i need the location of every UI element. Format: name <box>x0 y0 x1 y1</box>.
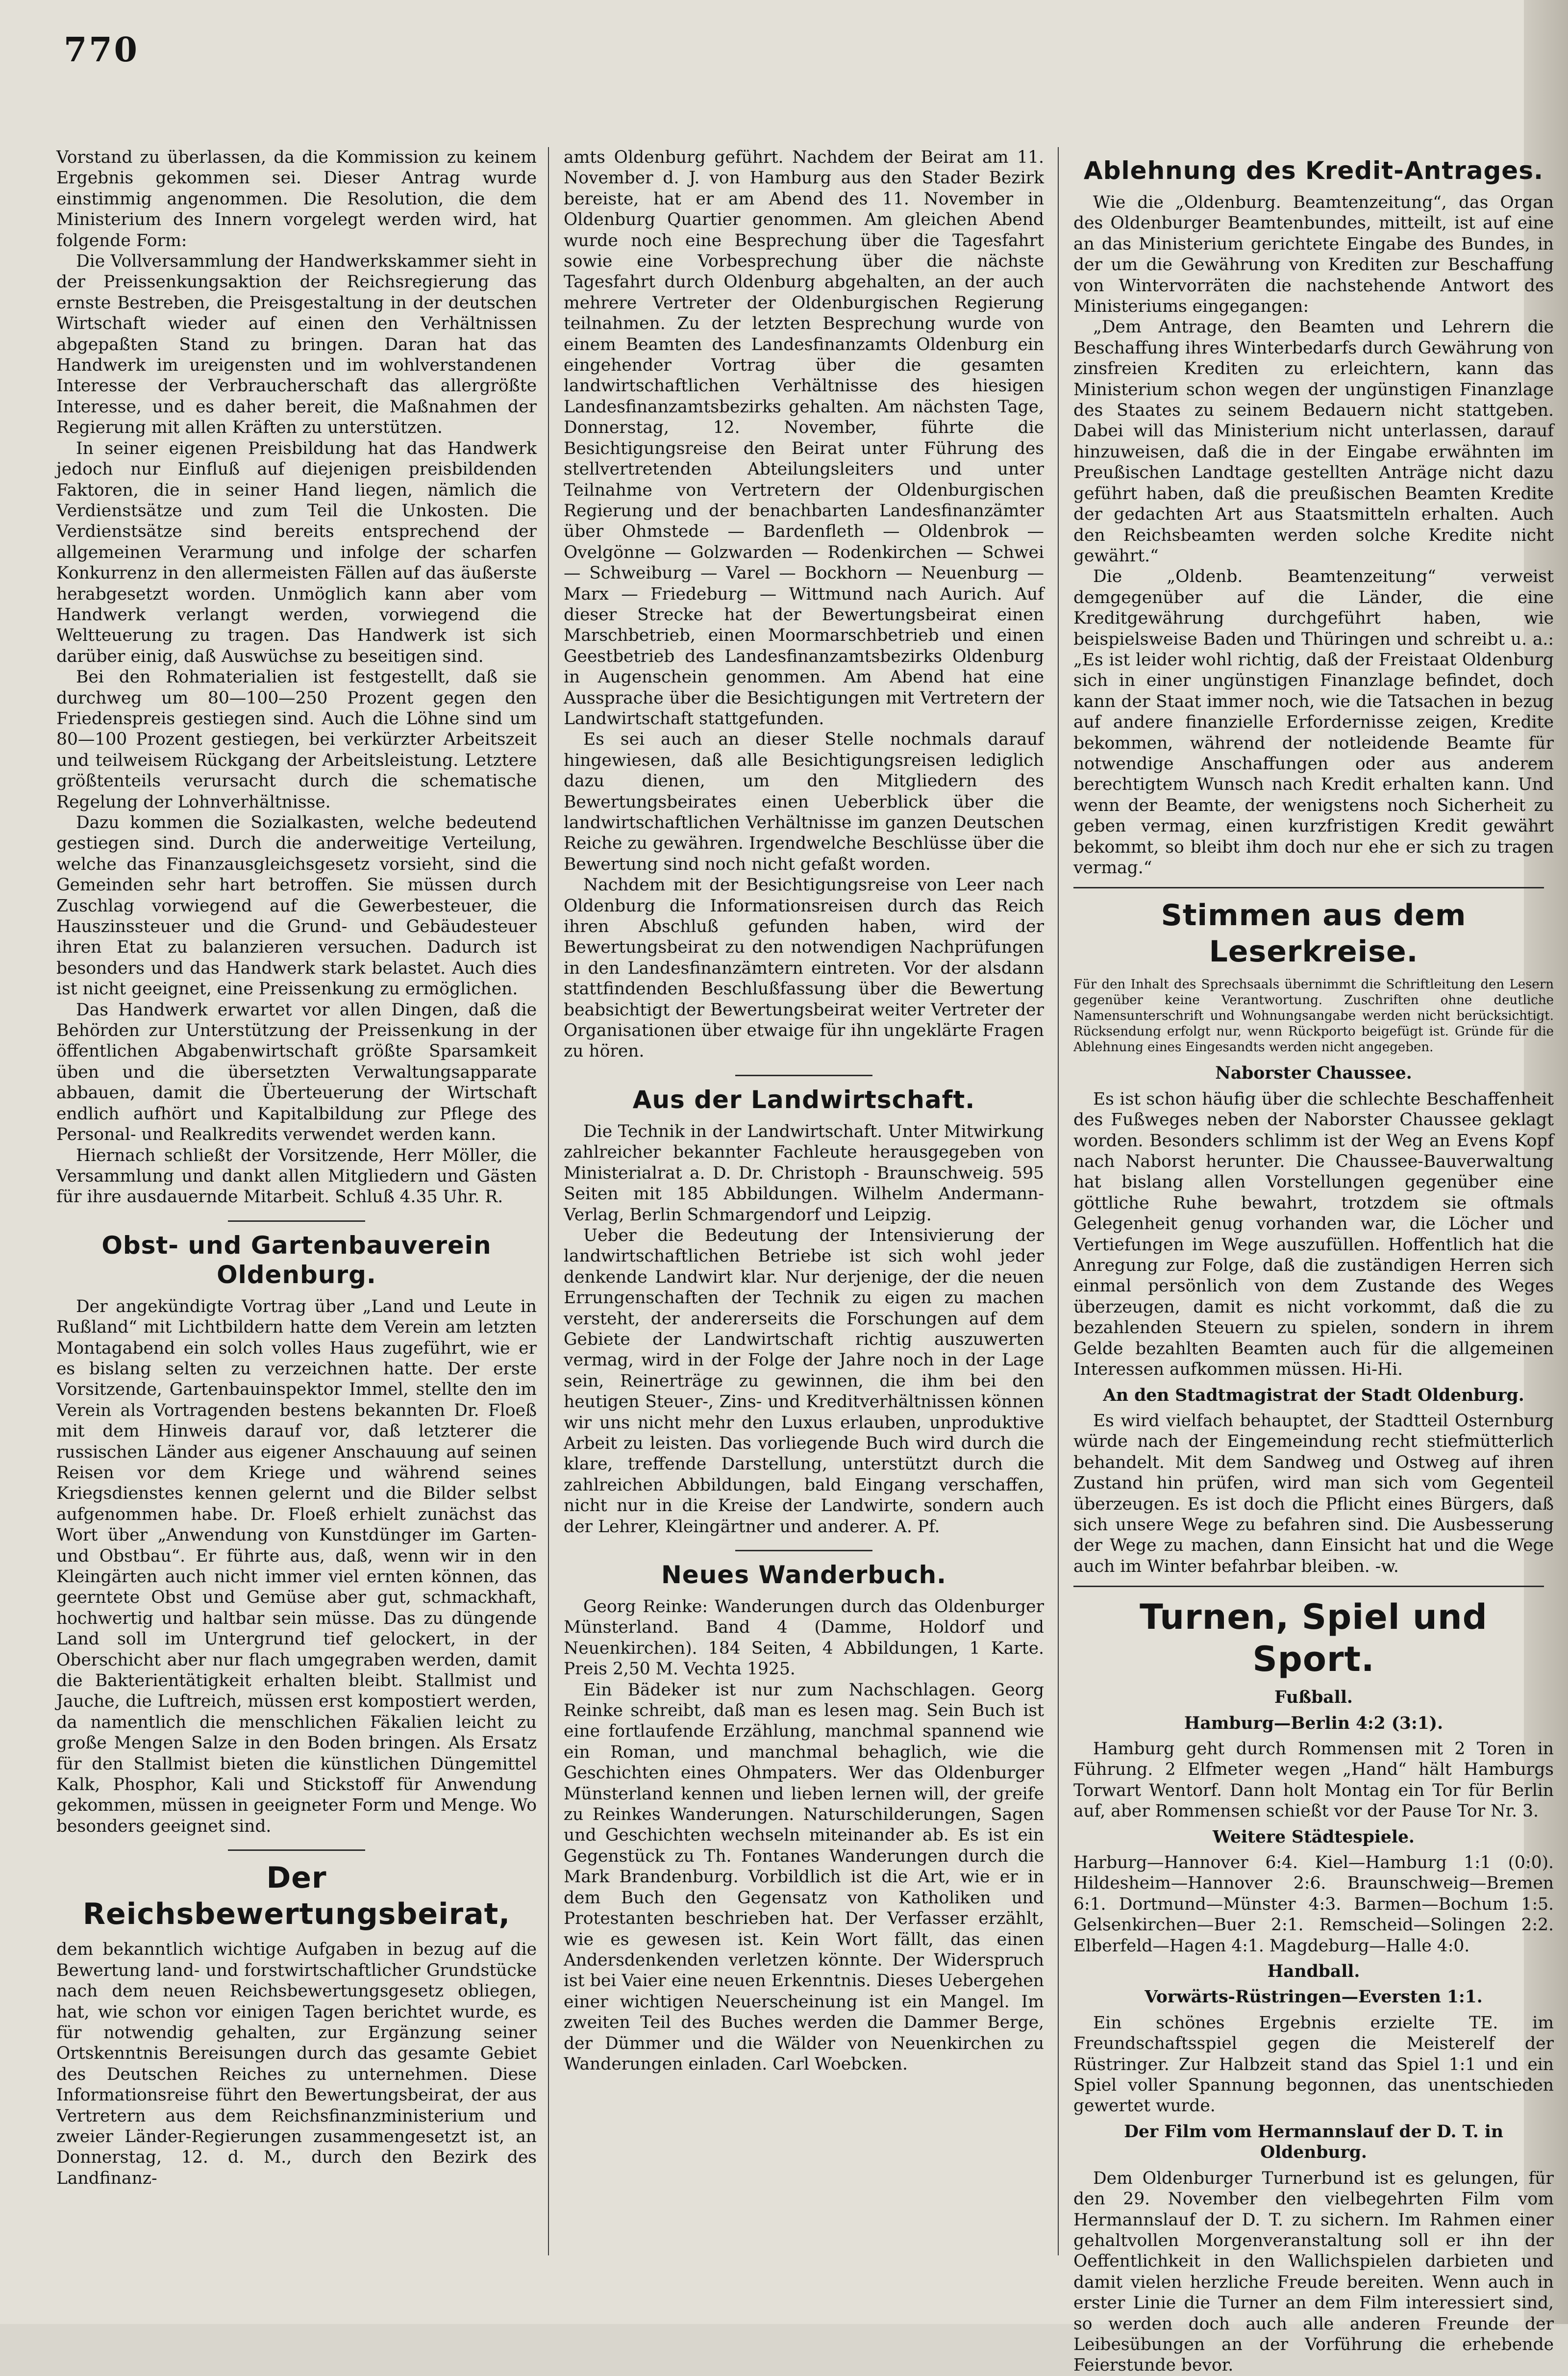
paragraph: amts Oldenburg geführt. Nachdem der Beirat am 11. November d. J. von Hamburg aus den Stader Bezirk bereiste, hat er am Abend des 11. November in Oldenburg Quartier genommen. Am gleichen Abend wurde noch eine Besprechung über die Tagesfahrt sowie eine Vorbesprechung über die nächste Tagesfahrt durch Oldenburg abgehalten, an der auch mehrere Vertreter der Oldenburgischen Regierung teilnahmen. Zu der letzten Besprechung wurde von einem Beamten des Landesfinanzamts Oldenburg ein eingehender Vortrag über die gesamten landwirtschaftlichen Verhältnisse des hiesigen Landesfinanzamtsbezirks gehalten. Am nächsten Tage, Donnerstag, 12. November, führte die Besichtigungsreise den Beirat unter Führung des stellvertretenden Abteilungsleiters und unter Teilnahme von Vertretern der Oldenburgischen Regierung und der benachbarten Landesfinanzämter über Ohmstede — Bardenfleth — Oldenbrok — Ovelgönne — Golzwarden — Rodenkirchen — Schwei — Schweiburg — Varel — Bockhorn — Neuenburg — Marx — Friedeburg — Wittmund nach Aurich. Auf dieser Strecke hat der Bewertungsbeirat einen Marschbetrieb, einen Moormarschbetrieb und einen Geestbetrieb des Landesfinanzamtsbezirks Oldenburg in Augenschein genommen. Am Abend hat eine Aussprache über die Besichtigungen mit Vertretern der Landwirtschaft stattgefunden. <box>564 148 1044 729</box>
column-divider <box>1058 147 1059 2255</box>
section-rule <box>1073 887 1544 888</box>
paragraph: Es ist schon häufig über die schlechte Beschaffenheit des Fußweges neben der Naborster Chaussee geklagt worden. Besonders schlimm ist der Weg an Evens Kopf nach Naborst herunter. Die Chaussee-Bauverwaltung hat bislang allen Vorstellungen gegenüber eine göttliche Ruhe bewahrt, trotzdem sie oftmals Gelegenheit genug vorhanden war, die Löcher und Vertiefungen im Wege auszufüllen. Hoffentlich hat die Anregung zur Folge, daß die zuständigen Herren sich einmal persönlich von dem Zustande des Weges überzeugen, damit es nicht vorkommt, daß die zu bezahlenden Steuern zu spielen, sondern in ihrem Gelde bezahlten Beamten auch für die allgemeinen Interessen aufkommen müssen. Hi-Hi. <box>1073 1089 1554 1380</box>
paragraph: Ueber die Bedeutung der Intensivierung der landwirtschaftlichen Betriebe ist sich wohl jeder denkende Landwirt klar. Nur derjenige, der die neuen Errungenschaften der Technik zu eigen zu machen versteht, der andererseits die Forschungen auf dem Gebiete der Landwirtschaft richtig auszuwerten vermag, wird in der Folge der Jahre noch in der Lage sein, Reinerträge zu gewinnen, die ihm bei den heutigen Steuer-, Zins- und Kreditverhältnissen können wir uns nicht mehr den Luxus erlauben, unproduktive Arbeit zu leisten. Das vorliegende Buch wird durch die klare, treffende Darstellung, unterstützt durch die zahlreichen Abbildungen, bald Eingang verschaffen, nicht nur in die Kreise der Landwirte, sondern auch der Lehrer, Kleingärtner und anderer. A. Pf. <box>564 1225 1044 1537</box>
paragraph: Es sei auch an dieser Stelle nochmals darauf hingewiesen, daß alle Besichtigungsreisen lediglich dazu dienen, um den Mitgliedern des Bewertungsbeirates einen Ueberblick über die landwirtschaftlichen Verhältnisse im ganzen Deutschen Reiche zu gewähren. Irgendwelche Beschlüsse über die Bewertung sind noch nicht gefaßt worden. <box>564 730 1044 874</box>
article-title-wander: Neues Wanderbuch. <box>661 1561 947 1589</box>
article-title-sport: Turnen, Spiel und Sport. <box>1140 1597 1488 1680</box>
section-rule <box>735 1075 872 1076</box>
sport-heading: Fußball. <box>1274 1688 1353 1708</box>
results-list: Harburg—Hannover 6:4. Kiel—Hamburg 1:1 (0:0). Hildesheim—Hannover 2:6. Braunschweig—Bremen 6:1. Dortmund—Münster 4:3. Barmen—Bochum 1:5. Gelsenkirchen—Buer 2:1. Remscheid—Solingen 2:2. Elberfeld—Hagen 4:1. Magdeburg—Halle 4:0. <box>1073 1853 1554 1956</box>
section-rule <box>228 1849 365 1851</box>
paragraph: Das Handwerk erwartet vor allen Dingen, daß die Behörden zur Unterstützung der Preissenkung in der öffentlichen Abgabenwirtschaft größte Sparsamkeit üben und die übersetzten Verwaltungsapparate abbauen, damit die Überteuerung der Wirtschaft endlich aufhört und Kapitalbildung zur Pflege des Personal- und Realkredits verwendet werden kann. <box>56 1000 537 1145</box>
section-rule <box>1073 1586 1544 1587</box>
match-result: Vorwärts-Rüstringen—Eversten 1:1. <box>1145 1987 1483 2007</box>
article-title-stimmen: Stimmen aus dem Leserkreise. <box>1161 898 1467 969</box>
article-title-land: Aus der Landwirtschaft. <box>632 1085 975 1114</box>
paragraph: Die „Oldenb. Beamtenzeitung“ verweist demgegenüber auf die Länder, die eine Kreditgewährung durchgeführt haben, wie beispielsweise Baden und Thüringen und schreibt u. a.: „Es ist leider wohl richtig, daß der Freistaat Oldenburg sich in einer ungünstigen Finanzlage befindet, doch kann der Staat immer noch, wie die Tatsachen in bezug auf andere finanzielle Erfordernisse zeigen, Kredite bekommen, während der notleidende Beamte für notwendige Anschaffungen oder aus anderem berechtigtem Wunsch nach Kredit erhalten kann. Und wenn der Beamte, der wenigstens noch Sicherheit zu geben vermag, einen kurzfristigen Kredit gewährt bekommt, so bleibt ihm doch nur ehe er sich zu tragen vermag.“ <box>1073 567 1554 878</box>
paragraph: Dazu kommen die Sozialkasten, welche bedeutend gestiegen sind. Durch die anderweitige Verteilung, welche das Finanzausgleichsgesetz vorsieht, sind die Gemeinden sehr hart betroffen. Sie müssen durch Zuschlag vorwiegend auf die Gewerbesteuer, die Hauszinssteuer und die Grund- und Gebäudesteuer ihren Etat zu balanzieren versuchen. Dadurch ist besonders und das Handwerk stark belastet. Auch dies ist nicht geeignet, eine Preissenkung zu ermöglichen. <box>56 813 537 999</box>
paragraph: Hiernach schließt der Vorsitzende, Herr Möller, die Versammlung und dankt allen Mitgliedern und Gästen für ihre ausdauernde Mitarbeit. Schluß 4.35 Uhr. R. <box>56 1145 537 1207</box>
section-rule <box>735 1550 872 1551</box>
column-1 <box>56 147 537 2189</box>
article-title-kredit: Ablehnung des Kredit-Antrages. <box>1084 156 1543 185</box>
paragraph: Bei den Rohmaterialien ist festgestellt, daß sie durchweg um 80—100—250 Prozent gegen den Friedenspreis gestiegen sind. Auch die Löhne sind um 80—100 Prozent gestiegen, bei verkürzter Arbeitszeit und teilweisem Rückgang der Arbeitsleistung. Letztere größtenteils verursacht durch die schematische Regelung der Lohnverhältnisse. <box>56 667 537 812</box>
sport-heading: Weitere Städtespiele. <box>1213 1827 1415 1847</box>
page-number: 770 <box>64 30 139 70</box>
paragraph: Hamburg geht durch Rommensen mit 2 Toren in Führung. 2 Elfmeter wegen „Hand“ hält Hamburgs Torwart Wentorf. Dann holt Montag ein Tor für Berlin auf, aber Rommensen schießt vor der Pause Tor Nr. 3. <box>1073 1739 1554 1821</box>
editor-note: Für den Inhalt des Sprechsaals übernimmt die Schriftleitung den Lesern gegenüber keine Verantwortung. Zuschriften ohne deutliche Namensunterschrift und Wohnungsangabe werden nicht berücksichtigt. Rücksendung erfolgt nur, wenn Rückporto beigefügt ist. Gründe für die Ablehnung eines Eingesandts werden nicht angegeben. <box>1073 977 1554 1055</box>
article-title-obst: Obst- und Gartenbauverein Oldenburg. <box>101 1231 492 1289</box>
column-3 <box>1073 147 1554 2376</box>
paragraph: Ein Bädeker ist nur zum Nachschlagen. Georg Reinke schreibt, daß man es lesen mag. Sein Buch ist eine fortlaufende Erzählung, manchmal spannend wie ein Roman, und manchmal behaglich, wie die Geschichten eines Ohmpaters. Wer das Oldenburger Münsterland kennen und lieben lernen will, der greife zu Reinkes Wanderungen. Naturschilderungen, Sagen und Geschichten wechseln miteinander ab. Es ist ein Gegenstück zu Th. Fontanes Wanderungen durch die Mark Brandenburg. Vorbildlich ist die Art, wie er in dem Buch den Gegensatz von Katholiken und Protestanten beschrieben hat. Der Verfasser erzählt, wie es gewesen ist. Kein Wort fällt, das einen Andersdenkenden verletzen könnte. Der Widerspruch ist bei Vaier eine neuen Erkenntnis. Dieses Uebergehen einer wichtigen Neuerscheinung ist ein Mangel. Im zweiten Teil des Buches werden die Dammer Berge, der Dümmer und die Wälder von Neuenkirchen zu Wanderungen einladen. Carl Woebcken. <box>564 1680 1044 2074</box>
match-result: Hamburg—Berlin 4:2 (3:1). <box>1184 1713 1444 1733</box>
letter-title: Naborster Chaussee. <box>1215 1063 1412 1084</box>
column-2 <box>564 147 1044 2074</box>
paragraph: dem bekanntlich wichtige Aufgaben in bezug auf die Bewertung land- und forstwirtschaftlicher Grundstücke nach dem neuen Reichsbewertungsgesetz obliegen, hat, wie schon vor einigen Tagen berichtet wurde, es für notwendig gehalten, zur Ergänzung seiner Ortskenntnis Bereisungen durch das gesamte Gebiet des Deutschen Reiches zu unternehmen. Diese Informationsreise führt den Bewertungsbeirat, der aus Vertretern aus dem Reichsfinanzministerium und zweier Länder-Regierungen zusammengesetzt ist, an Donnerstag, 12. d. M., durch den Bezirk des Landfinanz- <box>56 1940 537 2188</box>
paragraph: Dem Oldenburger Turnerbund ist es gelungen, für den 29. November den vielbegehrten Film vom Hermannslauf der D. T. zu sichern. Im Rahmen einer gehaltvollen Morgenveranstaltung soll er ihn der Oeffentlichkeit in den Wallichspielen darbieten und damit vielen herzliche Freude bereiten. Wenn auch in erster Linie die Turner an dem Film interessiert sind, so werden doch auch alle anderen Freunde der Leibesübungen an der Vorführung die erhebende Feierstunde bevor. <box>1073 2168 1554 2376</box>
article-title-reich: Der Reichsbewertungsbeirat, <box>82 1861 511 1932</box>
paragraph: Es wird vielfach behauptet, der Stadtteil Osternburg würde nach der Eingemeindung recht stiefmütterlich behandelt. Mit dem Sandweg und Ostweg auf ihren Zustand hin prüfen, wird man sich vom Gegenteil überzeugen. Es ist doch die Pflicht eines Bürgers, daß sich unsere Wege zu befahren sind. Die Ausbesserung der Wege zu machen, dann Einsicht hat und die Wege auch im Winter befahrbar bleiben. -w. <box>1073 1411 1554 1576</box>
paragraph: Nachdem mit der Besichtigungsreise von Leer nach Oldenburg die Informationsreisen durch das Reich ihren Abschluß gefunden haben, wird der Bewertungsbeirat zu den notwendigen Nachprüfungen in den Landesfinanzämtern eintreten. Vor der alsdann stattfindenden Beschlußfassung über die Bewertung beabsichtigt der Bewertungsbeirat weiter Vertreter der Organisationen über etwaige für ihn ungeklärte Fragen zu hören. <box>564 875 1044 1062</box>
section-rule <box>228 1220 365 1222</box>
paragraph: Wie die „Oldenburg. Beamtenzeitung“, das Organ des Oldenburger Beamtenbundes, mitteilt, ist auf eine an das Ministerium gerichtete Eingabe des Bundes, in der um die Gewährung von Krediten zur Beschaffung von Wintervorräten die nachstehende Antwort des Ministeriums eingegangen: <box>1073 193 1554 317</box>
letter-title: An den Stadtmagistrat der Stadt Oldenburg. <box>1103 1385 1524 1405</box>
sport-heading: Der Film vom Hermannslauf der D. T. in Oldenburg. <box>1124 2122 1503 2163</box>
paragraph: Georg Reinke: Wanderungen durch das Oldenburger Münsterland. Band 4 (Damme, Holdorf und Neuenkirchen). 184 Seiten, 4 Abbildungen, 1 Karte. Preis 2,50 M. Vechta 1925. <box>564 1597 1044 1679</box>
paragraph: In seiner eigenen Preisbildung hat das Handwerk jedoch nur Einfluß auf diejenigen preisbildenden Faktoren, die in seiner Hand liegen, nämlich die Verdienstsätze und zum Teil die Unkosten. Die Verdienstsätze sind bereits entsprechend der allgemeinen Verarmung und infolge der scharfen Konkurrenz in den allermeisten Fällen auf das äußerste herabgesetzt worden. Unmöglich kann aber vom Handwerk verlangt werden, vorwiegend die Weltteuerung zu tragen. Das Handwerk ist sich darüber einig, daß Auswüchse zu beseitigen sind. <box>56 438 537 666</box>
paragraph: „Dem Antrage, den Beamten und Lehrern die Beschaffung ihres Winterbedarfs durch Gewährung von zinsfreien Krediten zu erleichtern, kann das Ministerium schon wegen der ungünstigen Finanzlage des Staates zu seinem Bedauern nicht stattgeben. Dabei will das Ministerium nicht unterlassen, darauf hinzuweisen, daß die in der Eingabe erwähnten im Preußischen Landtage gestellten Anträge nicht dazu geführt haben, daß die preußischen Beamten Kredite der gedachten Art aus Staatsmitteln erhalten. Auch den Reichsbeamten werden solche Kredite nicht gewährt.“ <box>1073 317 1554 566</box>
paragraph: Die Vollversammlung der Handwerkskammer sieht in der Preissenkungsaktion der Reichsregierung das ernste Bestreben, die Preisgestaltung in der deutschen Wirtschaft wieder auf einen den Verhältnissen abgepaßten Stand zu bringen. Daran hat das Handwerk im ureigensten und im wohlverstandenen Interesse der Verbraucherschaft das allergrößte Interesse, und es daher bereit, die Maßnahmen der Regierung mit allen Kräften zu unterstützen. <box>56 252 537 438</box>
paragraph: Der angekündigte Vortrag über „Land und Leute in Rußland“ mit Lichtbildern hatte dem Verein am letzten Montagabend ein solch volles Haus zugeführt, wie er es bislang selten zu verzeichnen hatte. Der erste Vorsitzende, Gartenbauinspektor Immel, stellte den im Verein als Vortragenden bestens bekannten Dr. Floeß mit dem Hinweis darauf vor, daß letzterer die russischen Länder aus eigener Anschauung auf seinen Reisen vor dem Kriege und während seines Kriegsdienstes kennen gelernt und die Bilder selbst aufgenommen habe. Dr. Floeß erhielt zunächst das Wort über „Anwendung von Kunstdünger im Garten- und Obstbau“. Er führte aus, daß, wenn wir in den Kleingärten auch nicht immer viel ernten können, das geerntete Obst und Gemüse aber gut, schmackhaft, hochwertig und haltbar sein müsse. Das zu düngende Land soll im Untergrund tief gelockert, in der Oberschicht aber nur flach umgegraben werden, damit die Bakterientätigkeit erhalten bleibt. Stallmist und Jauche, die Luftreich, müssen erst kompostiert werden, da namentlich die menschlichen Fäkalien leicht zu große Mengen Salze in den Boden bringen. Als Ersatz für den Stallmist bieten die künstlichen Düngemittel Kalk, Phosphor, Kali und Stickstoff für Anwendung gekommen, müssen in geeigneter Form und Menge. Wo besonders geeignet sind. <box>56 1296 537 1836</box>
paragraph: Die Technik in der Landwirtschaft. Unter Mitwirkung zahlreicher bekannter Fachleute herausgegeben von Ministerialrat a. D. Dr. Christoph - Braunschweig. 595 Seiten mit 185 Abbildungen. Wilhelm Andermann-Verlag, Berlin Schmargendorf und Leipzig. <box>564 1121 1044 1225</box>
paragraph: Vorstand zu überlassen, da die Kommission zu keinem Ergebnis gekommen sei. Dieser Antrag wurde einstimmig angenommen. Die Resolution, die dem Ministerium des Innern vorgelegt werden wird, hat folgende Form: <box>56 148 537 251</box>
sport-heading: Handball. <box>1267 1962 1360 1982</box>
paragraph: Ein schönes Ergebnis erzielte TE. im Freundschaftsspiel gegen die Meisterelf der Rüstringer. Zur Halbzeit stand das Spiel 1:1 und ein Spiel voller Spannung begonnen, das unentschieden gewertet wurde. <box>1073 2013 1554 2116</box>
column-divider <box>548 147 549 2255</box>
